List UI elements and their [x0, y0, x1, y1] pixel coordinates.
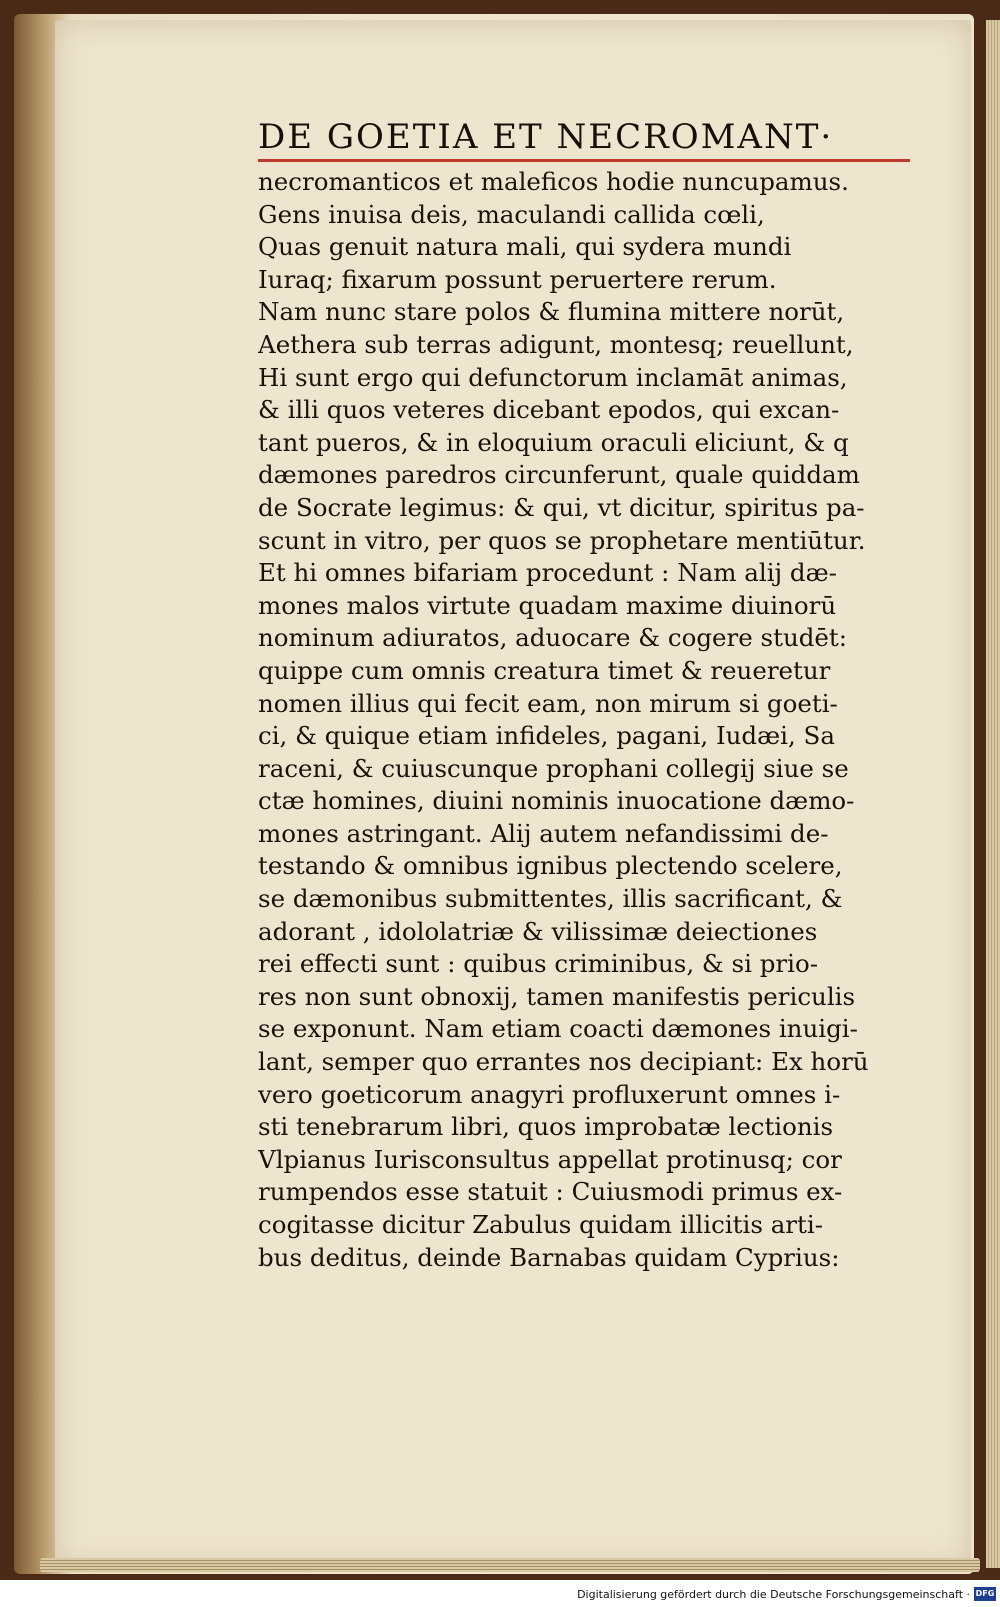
- header-rule: [258, 159, 910, 162]
- text-line: tant pueros, & in eloquium oraculi eliciunt, & q: [258, 427, 849, 457]
- text-line: vero goeticorum anagyri profluxerunt omnes i-: [258, 1079, 841, 1109]
- footer: [0, 1584, 1000, 1607]
- fore-edge: [986, 20, 1000, 1568]
- text-line: res non sunt obnoxij, tamen manifestis periculis: [258, 981, 856, 1011]
- text-line: mones astringant. Alij autem nefandissimi de-: [258, 818, 829, 848]
- footer-credit: Digitalisierung gefördert durch die Deutsche Forschungsgemeinschaft ·: [577, 1588, 970, 1601]
- text-line: se dæmonibus submittentes, illis sacrificant, &: [258, 884, 843, 914]
- text-line: Quas genuit natura mali, qui sydera mundi: [258, 232, 792, 262]
- text-line: scunt in vitro, per quos se prophetare mentiūtur.: [258, 525, 866, 555]
- text-line: adorant , idololatriæ & vilissimæ deiectiones: [258, 916, 818, 946]
- text-line: Aethera sub terras adigunt, montesq; reuellunt,: [258, 329, 854, 359]
- text-line: necromanticos et maleficos hodie nuncupamus.: [258, 167, 849, 196]
- text-block: [258, 166, 910, 1274]
- text-line: de Socrate legimus: & qui, vt dicitur, spiritus pa-: [258, 492, 865, 522]
- text-line: Vlpianus Iurisconsultus appellat protinusq; cor: [258, 1144, 842, 1174]
- text-line: quippe cum omnis creatura timet & reueretur: [258, 655, 831, 685]
- text-line: lant, semper quo errantes nos decipiant: Ex horū: [258, 1047, 869, 1077]
- text-line: bus deditus, deinde Barnabas quidam Cyprius:: [258, 1242, 840, 1272]
- bottom-edge: [40, 1558, 980, 1572]
- text-line: & illi quos veteres dicebant epodos, qui excan-: [258, 395, 840, 425]
- running-header: [258, 114, 910, 160]
- text-line: nominum adiuratos, aduocare & cogere studēt:: [258, 623, 848, 653]
- text-line: Et hi omnes bifariam procedunt : Nam alij dæ-: [258, 558, 837, 588]
- text-line: Hi sunt ergo qui defunctorum inclamāt animas,: [258, 362, 848, 392]
- text-line: se exponunt. Nam etiam coacti dæmones inuigi-: [258, 1014, 858, 1044]
- text-line: Nam nunc stare polos & flumina mittere norūt,: [258, 297, 845, 327]
- text-line: testando & omnibus ignibus plectendo scelere,: [258, 851, 843, 881]
- running-header-title: DE GOETIA ET NECROMANT·: [258, 117, 834, 157]
- text-line: Gens inuisa deis, maculandi callida cœli,: [258, 199, 765, 229]
- text-line: dæmones paredros circunferunt, quale quiddam: [258, 460, 860, 490]
- text-line: rei effecti sunt : quibus criminibus, & si prio-: [258, 949, 818, 979]
- text-line: mones malos virtute quadam maxime diuinorū: [258, 590, 837, 620]
- text-line: cogitasse dicitur Zabulus quidam illicitis arti-: [258, 1210, 823, 1239]
- text-line: rumpendos esse statuit : Cuiusmodi primus ex-: [258, 1177, 843, 1207]
- dfg-logo: DFG: [974, 1587, 996, 1601]
- text-line: raceni, & cuiuscunque prophani collegij siue se: [258, 753, 849, 783]
- text-line: nomen illius qui fecit eam, non mirum si goeti-: [258, 688, 838, 718]
- text-line: ci, & quique etiam infideles, pagani, Iudæi, Sa: [258, 721, 835, 751]
- text-line: ctæ homines, diuini nominis inuocatione dæmo-: [258, 786, 855, 816]
- text-line: sti tenebrarum libri, quos improbatæ lectionis: [258, 1112, 834, 1142]
- text-line: Iuraq; fixarum possunt peruertere rerum.: [258, 264, 777, 294]
